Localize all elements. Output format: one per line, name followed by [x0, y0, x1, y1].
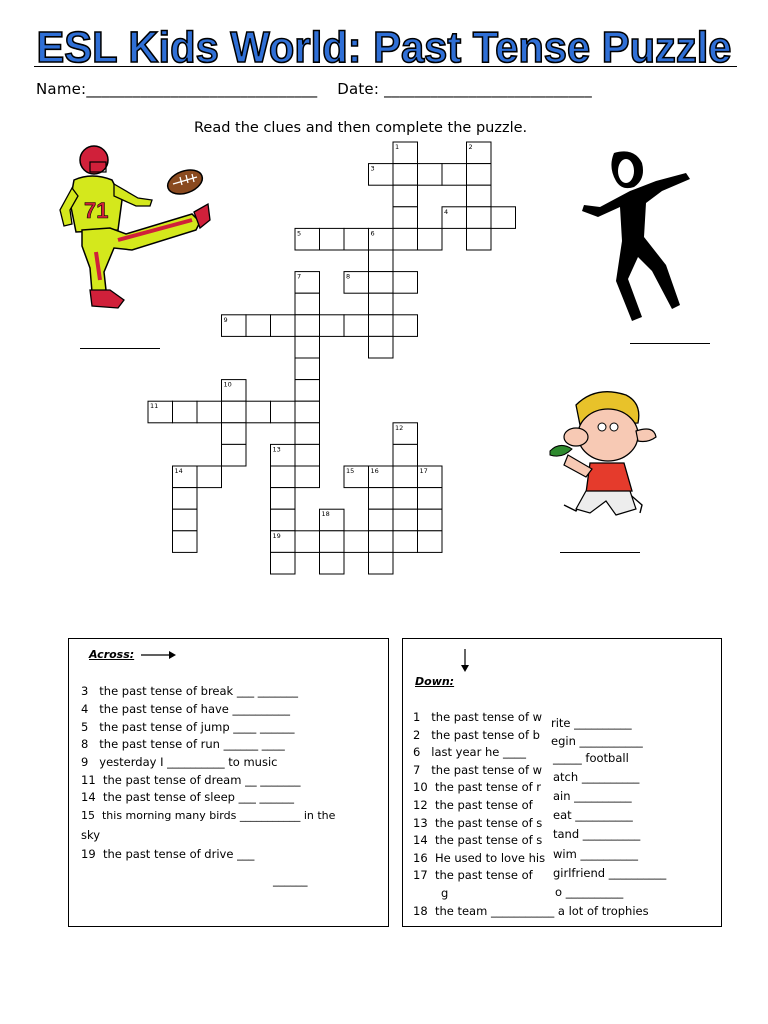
down-clues-box — [402, 638, 722, 927]
crossword-cell[interactable] — [320, 531, 345, 553]
clue-number: 10 — [223, 380, 232, 389]
down-clue-overlay: atch __________ — [553, 770, 640, 784]
down-header: Down: — [415, 675, 455, 688]
crossword-cell[interactable] — [393, 488, 418, 510]
down-clue-overlay: egin ___________ — [551, 734, 643, 748]
crossword-cell[interactable] — [173, 509, 198, 531]
clue-number: 19 — [272, 531, 281, 540]
crossword-cell[interactable] — [295, 293, 320, 315]
crossword-cell[interactable] — [393, 185, 418, 207]
down-clue: 12 the past tense of — [413, 798, 533, 812]
down-clue: g — [441, 886, 449, 900]
down-clue: 16 He used to love his — [413, 851, 546, 865]
crossword-cell[interactable] — [148, 401, 173, 423]
name-label: Name: — [36, 80, 87, 98]
crossword-cell[interactable] — [295, 272, 320, 294]
crossword-cell[interactable] — [393, 142, 418, 164]
boy-eating-picture — [546, 385, 664, 525]
down-clue-overlay: _____ football — [553, 751, 629, 765]
football-kicker-picture — [52, 140, 212, 315]
running-woman-picture — [576, 145, 716, 325]
crossword-cell[interactable] — [295, 444, 320, 466]
crossword-cell[interactable] — [442, 207, 467, 229]
svg-text:71: 71 — [84, 198, 109, 223]
crossword-cell[interactable] — [222, 315, 247, 337]
clue-number: 16 — [370, 467, 379, 475]
down-clue: 6 last year he ____ — [413, 745, 527, 759]
crossword-cell[interactable] — [369, 531, 394, 553]
crossword-cell[interactable] — [418, 488, 443, 510]
down-clue: 7 the past tense of w — [413, 763, 543, 777]
crossword-cell[interactable] — [393, 466, 418, 488]
clue-number: 9 — [223, 315, 228, 324]
down-clue-overlay: rite __________ — [551, 716, 632, 730]
crossword-cell[interactable] — [173, 531, 198, 553]
crossword-cell[interactable] — [222, 401, 247, 423]
crossword-cell[interactable] — [418, 466, 443, 488]
crossword-cell[interactable] — [320, 552, 345, 574]
arrow-right-icon — [141, 649, 177, 661]
crossword-cell[interactable] — [320, 228, 345, 250]
clue-number: 11 — [150, 402, 159, 411]
crossword-cell[interactable] — [369, 466, 394, 488]
across-clue: 19 the past tense of drive ___ — [81, 847, 255, 861]
crossword-cell[interactable] — [393, 315, 418, 337]
crossword-cell[interactable] — [467, 164, 492, 186]
across-clue: 11 the past tense of dream __ _______ — [81, 773, 301, 787]
clue-number: 2 — [468, 143, 473, 151]
clue-number: 3 — [370, 164, 375, 173]
crossword-cell[interactable] — [467, 185, 492, 207]
crossword-cell[interactable] — [369, 164, 394, 186]
crossword-cell[interactable] — [173, 401, 198, 423]
crossword-cell[interactable] — [271, 531, 296, 553]
clue-number: 13 — [272, 445, 281, 454]
picture-answer-line[interactable] — [80, 348, 160, 349]
crossword-cell[interactable] — [369, 250, 394, 272]
crossword-cell[interactable] — [271, 552, 296, 574]
crossword-cell[interactable] — [271, 444, 296, 466]
down-clue-overlay: wim __________ — [553, 847, 638, 861]
picture-answer-line[interactable] — [630, 343, 710, 344]
crossword-cell[interactable] — [344, 272, 369, 294]
crossword-cell[interactable] — [295, 315, 320, 337]
across-clue: 15 this morning many birds ___________ in the — [81, 809, 336, 822]
crossword-cell[interactable] — [393, 228, 418, 250]
crossword-cell[interactable] — [418, 228, 443, 250]
clue-number: 1 — [395, 143, 400, 151]
across-clue: 9 yesterday I __________ to music — [81, 755, 278, 769]
across-clue: 8 the past tense of run ______ ____ — [81, 737, 285, 751]
arrow-down-icon — [459, 649, 471, 673]
crossword-cell[interactable] — [369, 272, 394, 294]
crossword-cell[interactable] — [295, 336, 320, 358]
crossword-cell[interactable] — [271, 466, 296, 488]
name-field[interactable]: ______________________________ — [86, 80, 318, 98]
crossword-cell[interactable] — [173, 466, 198, 488]
clue-number: 8 — [346, 272, 351, 281]
down-clue: 1 the past tense of w — [413, 710, 543, 724]
clue-number: 18 — [321, 510, 330, 519]
crossword-cell[interactable] — [222, 380, 247, 402]
crossword-cell[interactable] — [320, 509, 345, 531]
crossword-cell[interactable] — [467, 142, 492, 164]
clue-number: 12 — [395, 423, 404, 432]
crossword-cell[interactable] — [393, 207, 418, 229]
crossword-cell[interactable] — [295, 531, 320, 553]
down-clue-overlay: ain __________ — [553, 789, 632, 803]
crossword-cell[interactable] — [173, 488, 198, 510]
crossword-cell[interactable] — [197, 466, 222, 488]
down-clue-overlay: eat __________ — [553, 808, 633, 822]
crossword-cell[interactable] — [222, 423, 247, 445]
down-clue-overlay: tand __________ — [553, 827, 641, 841]
crossword-cell[interactable] — [369, 552, 394, 574]
crossword-cell[interactable] — [393, 164, 418, 186]
crossword-cell[interactable] — [344, 466, 369, 488]
crossword-cell[interactable] — [393, 509, 418, 531]
down-clue: 10 the past tense of r — [413, 780, 542, 794]
clue-number: 17 — [419, 467, 428, 475]
crossword-cell[interactable] — [344, 315, 369, 337]
crossword-cell[interactable] — [393, 423, 418, 445]
clue-number: 15 — [346, 467, 355, 475]
helmet-icon — [80, 146, 108, 174]
crossword-cell[interactable] — [271, 401, 296, 423]
crossword-cell[interactable] — [344, 228, 369, 250]
crossword-cell[interactable] — [246, 315, 271, 337]
down-clue-overlay: o __________ — [555, 885, 624, 899]
clue-number: 6 — [370, 229, 375, 238]
crossword-cell[interactable] — [320, 315, 345, 337]
crossword-cell[interactable] — [418, 509, 443, 531]
date-field[interactable]: ___________________________ — [384, 80, 592, 98]
crossword-cell[interactable] — [393, 272, 418, 294]
clue-number: 5 — [297, 229, 302, 238]
crossword-cell[interactable] — [369, 336, 394, 358]
across-clues-box — [68, 638, 389, 927]
across-header: Across: — [89, 648, 135, 661]
across-clue: ______ — [273, 873, 308, 887]
across-clue: 14 the past tense of sleep ___ ______ — [81, 790, 295, 804]
down-clue: 18 the team ___________ a lot of trophies — [413, 904, 649, 918]
crossword-cell[interactable] — [271, 315, 296, 337]
clue-number: 7 — [297, 272, 302, 281]
picture-answer-line[interactable] — [560, 552, 640, 553]
page-title: ESL Kids World: Past Tense Puzzle — [36, 23, 732, 72]
crossword-cell[interactable] — [369, 509, 394, 531]
football-icon — [164, 166, 205, 199]
crossword-cell[interactable] — [467, 228, 492, 250]
crossword-cell[interactable] — [418, 164, 443, 186]
across-clue: 4 the past tense of have __________ — [81, 702, 291, 716]
crossword-cell[interactable] — [491, 207, 516, 229]
crossword-cell[interactable] — [369, 228, 394, 250]
crossword-cell[interactable] — [295, 228, 320, 250]
down-clue: 2 the past tense of b — [413, 728, 540, 742]
crossword-cell[interactable] — [418, 531, 443, 553]
crossword-cell[interactable] — [295, 423, 320, 445]
across-clue: 3 the past tense of break ___ _______ — [81, 684, 299, 698]
clue-number: 14 — [174, 467, 183, 475]
crossword-cell[interactable] — [344, 531, 369, 553]
crossword-cell[interactable] — [246, 401, 271, 423]
crossword-cell[interactable] — [222, 444, 247, 466]
crossword-cell[interactable] — [295, 380, 320, 402]
crossword-cell[interactable] — [295, 358, 320, 380]
down-clue: 17 the past tense of — [413, 868, 533, 882]
crossword-cell[interactable] — [442, 164, 467, 186]
crossword-cell[interactable] — [295, 466, 320, 488]
crossword-cell[interactable] — [295, 401, 320, 423]
down-clue: 14 the past tense of s — [413, 833, 543, 847]
crossword-cell[interactable] — [393, 531, 418, 553]
down-clue: 13 the past tense of s — [413, 816, 543, 830]
crossword-cell[interactable] — [271, 488, 296, 510]
crossword-cell[interactable] — [369, 315, 394, 337]
crossword-cell[interactable] — [393, 444, 418, 466]
across-clue: 5 the past tense of jump ____ ______ — [81, 720, 295, 734]
crossword-cell[interactable] — [271, 509, 296, 531]
crossword-cell[interactable] — [467, 207, 492, 229]
date-label: Date: — [337, 80, 380, 98]
instructions: Read the clues and then complete the puzzle. — [194, 120, 528, 136]
across-clue: sky — [81, 828, 101, 842]
clue-number: 4 — [444, 207, 449, 216]
crossword-cell[interactable] — [369, 488, 394, 510]
crossword-cell[interactable] — [369, 293, 394, 315]
crossword-cell[interactable] — [197, 401, 222, 423]
down-clue-overlay: girlfriend __________ — [553, 866, 667, 880]
